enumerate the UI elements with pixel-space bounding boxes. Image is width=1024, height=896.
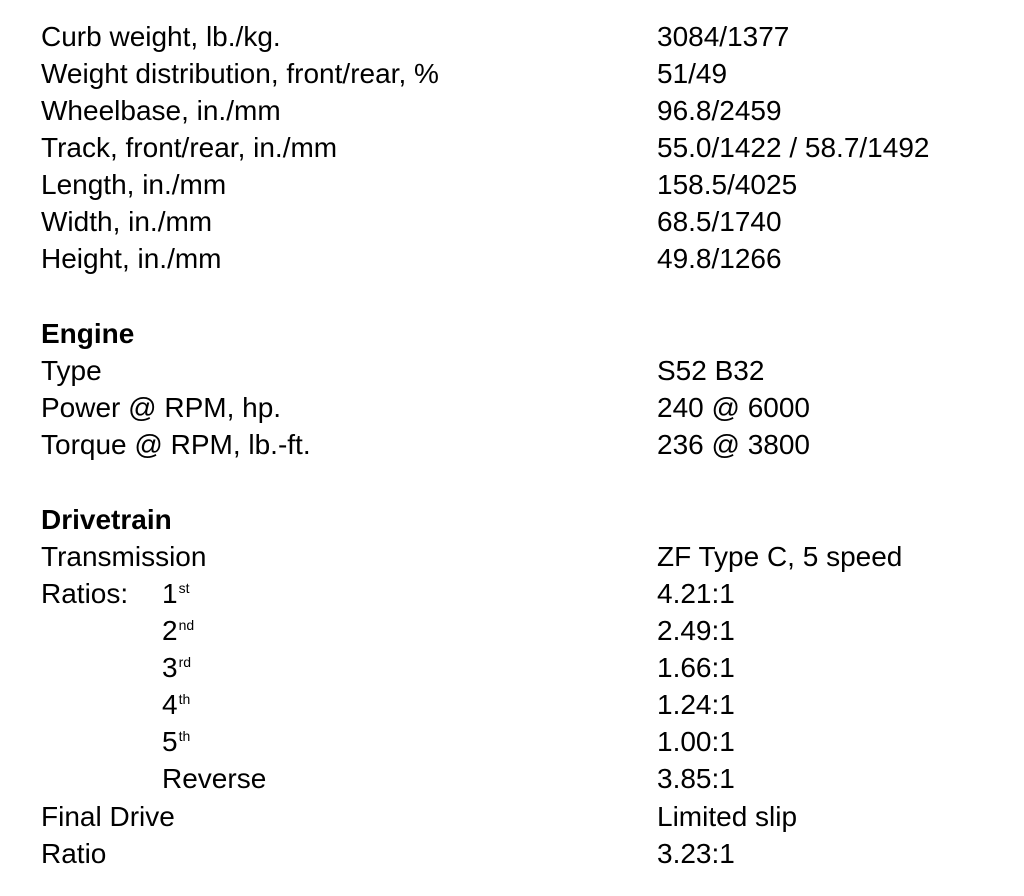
spec-label: Ratio	[41, 838, 107, 869]
section-heading: Drivetrain	[41, 504, 172, 535]
spec-value: 3.85:1	[657, 763, 735, 794]
spec-row-track	[0, 129, 1024, 166]
spec-row-power	[0, 389, 1024, 426]
spec-row-ratio-3rd	[0, 649, 1024, 686]
spec-value: 51/49	[657, 58, 728, 89]
gear-number: Reverse	[162, 763, 267, 794]
spec-label: Height, in./mm	[41, 243, 222, 274]
gear-label	[162, 723, 190, 760]
spec-label: Torque @ RPM, lb.-ft.	[41, 429, 311, 460]
section-heading-engine	[0, 315, 1024, 352]
gear-ordinal-suffix: th	[178, 691, 191, 707]
spec-value: 1.00:1	[657, 726, 735, 757]
gear-ordinal-suffix: th	[178, 728, 191, 744]
gear-number: 1	[162, 578, 178, 609]
spec-label: Curb weight, lb./kg.	[41, 21, 281, 52]
spec-value: 1.24:1	[657, 689, 735, 720]
spec-value: 240 @ 6000	[657, 392, 810, 423]
spec-label: Final Drive	[41, 801, 175, 832]
spec-label: Weight distribution, front/rear, %	[41, 58, 439, 89]
spec-value: 236 @ 3800	[657, 429, 810, 460]
spec-value: 2.49:1	[657, 615, 735, 646]
spec-label: Track, front/rear, in./mm	[41, 132, 338, 163]
spec-row-width	[0, 203, 1024, 240]
gear-ordinal-suffix: st	[178, 580, 190, 596]
spec-label: Type	[41, 355, 102, 386]
spec-value: 96.8/2459	[657, 95, 782, 126]
spec-row-final-ratio	[0, 835, 1024, 872]
spec-row-curb-weight	[0, 18, 1024, 55]
spec-row-engine-type	[0, 352, 1024, 389]
spec-row-ratio-2nd	[0, 612, 1024, 649]
gear-number: 3	[162, 652, 178, 683]
spec-value: 55.0/1422 / 58.7/1492	[657, 132, 930, 163]
spec-row-height	[0, 240, 1024, 277]
gear-ordinal-suffix: nd	[178, 617, 195, 633]
spec-value: ZF Type C, 5 speed	[657, 541, 903, 572]
gear-label	[162, 649, 191, 686]
spec-row-wheelbase	[0, 92, 1024, 129]
spec-value: S52 B32	[657, 355, 765, 386]
spec-row-ratio-1st	[0, 575, 1024, 612]
section-heading-drivetrain	[0, 501, 1024, 538]
spec-label: Width, in./mm	[41, 206, 213, 237]
spec-label: Power @ RPM, hp.	[41, 392, 282, 423]
spec-label: Length, in./mm	[41, 169, 227, 200]
spec-value: 1.66:1	[657, 652, 735, 683]
gear-label	[162, 575, 189, 612]
spec-row-length	[0, 166, 1024, 203]
gear-label	[162, 686, 190, 723]
spec-value: 158.5/4025	[657, 169, 798, 200]
gear-number: 5	[162, 726, 178, 757]
spec-label: Transmission	[41, 541, 207, 572]
gear-number: 4	[162, 689, 178, 720]
spec-value: 4.21:1	[657, 578, 735, 609]
gear-label	[162, 760, 266, 797]
spec-value: 3084/1377	[657, 21, 790, 52]
spec-row-ratio-4th	[0, 686, 1024, 723]
ratios-label: Ratios:	[41, 578, 129, 609]
spec-row-weight-distribution	[0, 55, 1024, 92]
gear-number: 2	[162, 615, 178, 646]
section-heading: Engine	[41, 318, 135, 349]
spec-row-transmission	[0, 538, 1024, 575]
spec-label: Wheelbase, in./mm	[41, 95, 281, 126]
spec-value: 68.5/1740	[657, 206, 782, 237]
gear-label	[162, 612, 194, 649]
spec-row-ratio-reverse	[0, 760, 1024, 797]
spec-row-final-drive	[0, 798, 1024, 835]
spec-value: 49.8/1266	[657, 243, 782, 274]
gear-ordinal-suffix: rd	[178, 654, 192, 670]
spec-row-ratio-5th	[0, 723, 1024, 760]
spec-row-torque	[0, 426, 1024, 463]
spec-value: Limited slip	[657, 801, 798, 832]
spec-value: 3.23:1	[657, 838, 735, 869]
